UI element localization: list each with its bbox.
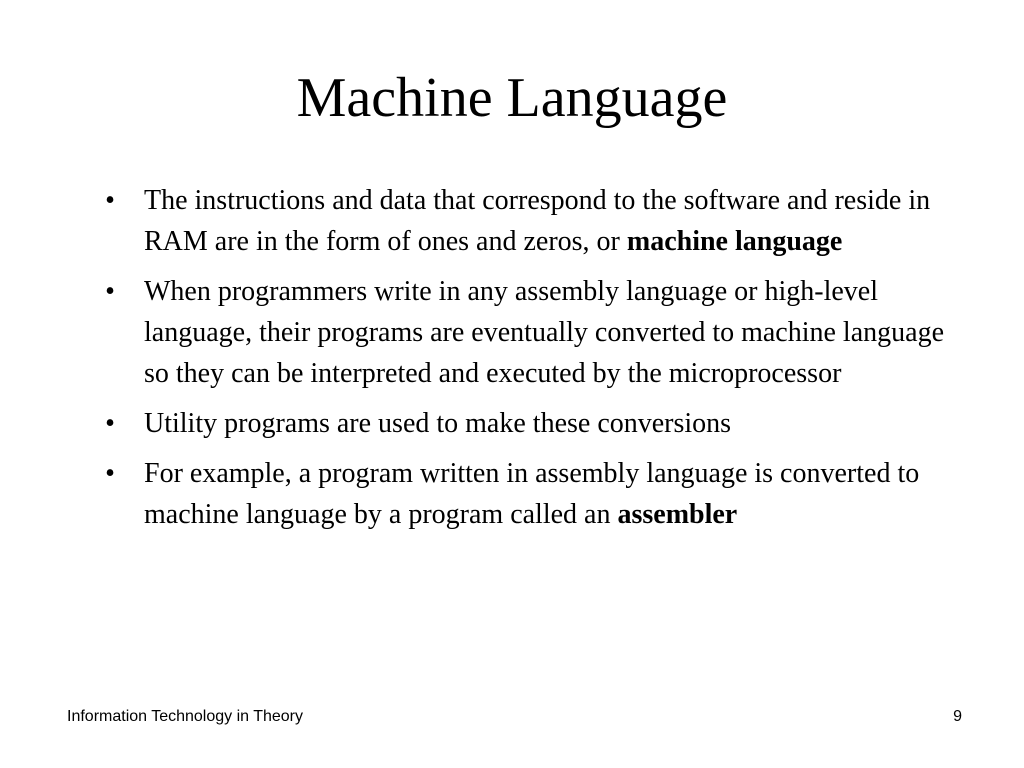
bullet-icon: •: [105, 276, 115, 307]
bullet-item: [100, 180, 950, 262]
footer-title: Information Technology in Theory: [67, 708, 303, 725]
page-number: 9: [953, 708, 962, 725]
bullet-emphasis: assembler: [617, 499, 738, 530]
bullet-emphasis: machine language: [626, 226, 843, 257]
bullet-icon: •: [105, 185, 115, 216]
bullet-icon: •: [105, 458, 115, 489]
bullet-text: The instructions and data that correspond to the software and reside in RAM are in the form of ones and zeros, or: [144, 185, 931, 257]
bullet-item: [100, 271, 950, 394]
bullet-text: For example, a program written in assembly language is converted to machine language by a program called an: [144, 458, 920, 530]
bullet-item: [100, 453, 950, 535]
bullet-text: Utility programs are used to make these conversions: [144, 408, 732, 439]
bullet-text: When programmers write in any assembly language or high-level language, their programs are eventually converted to machine language so they can be interpreted and executed by the microprocessor: [144, 276, 944, 389]
slide-title: Machine Language: [296, 67, 728, 129]
bullet-item: [100, 403, 950, 444]
bullet-icon: •: [105, 408, 115, 439]
bullet-list: [100, 180, 950, 544]
